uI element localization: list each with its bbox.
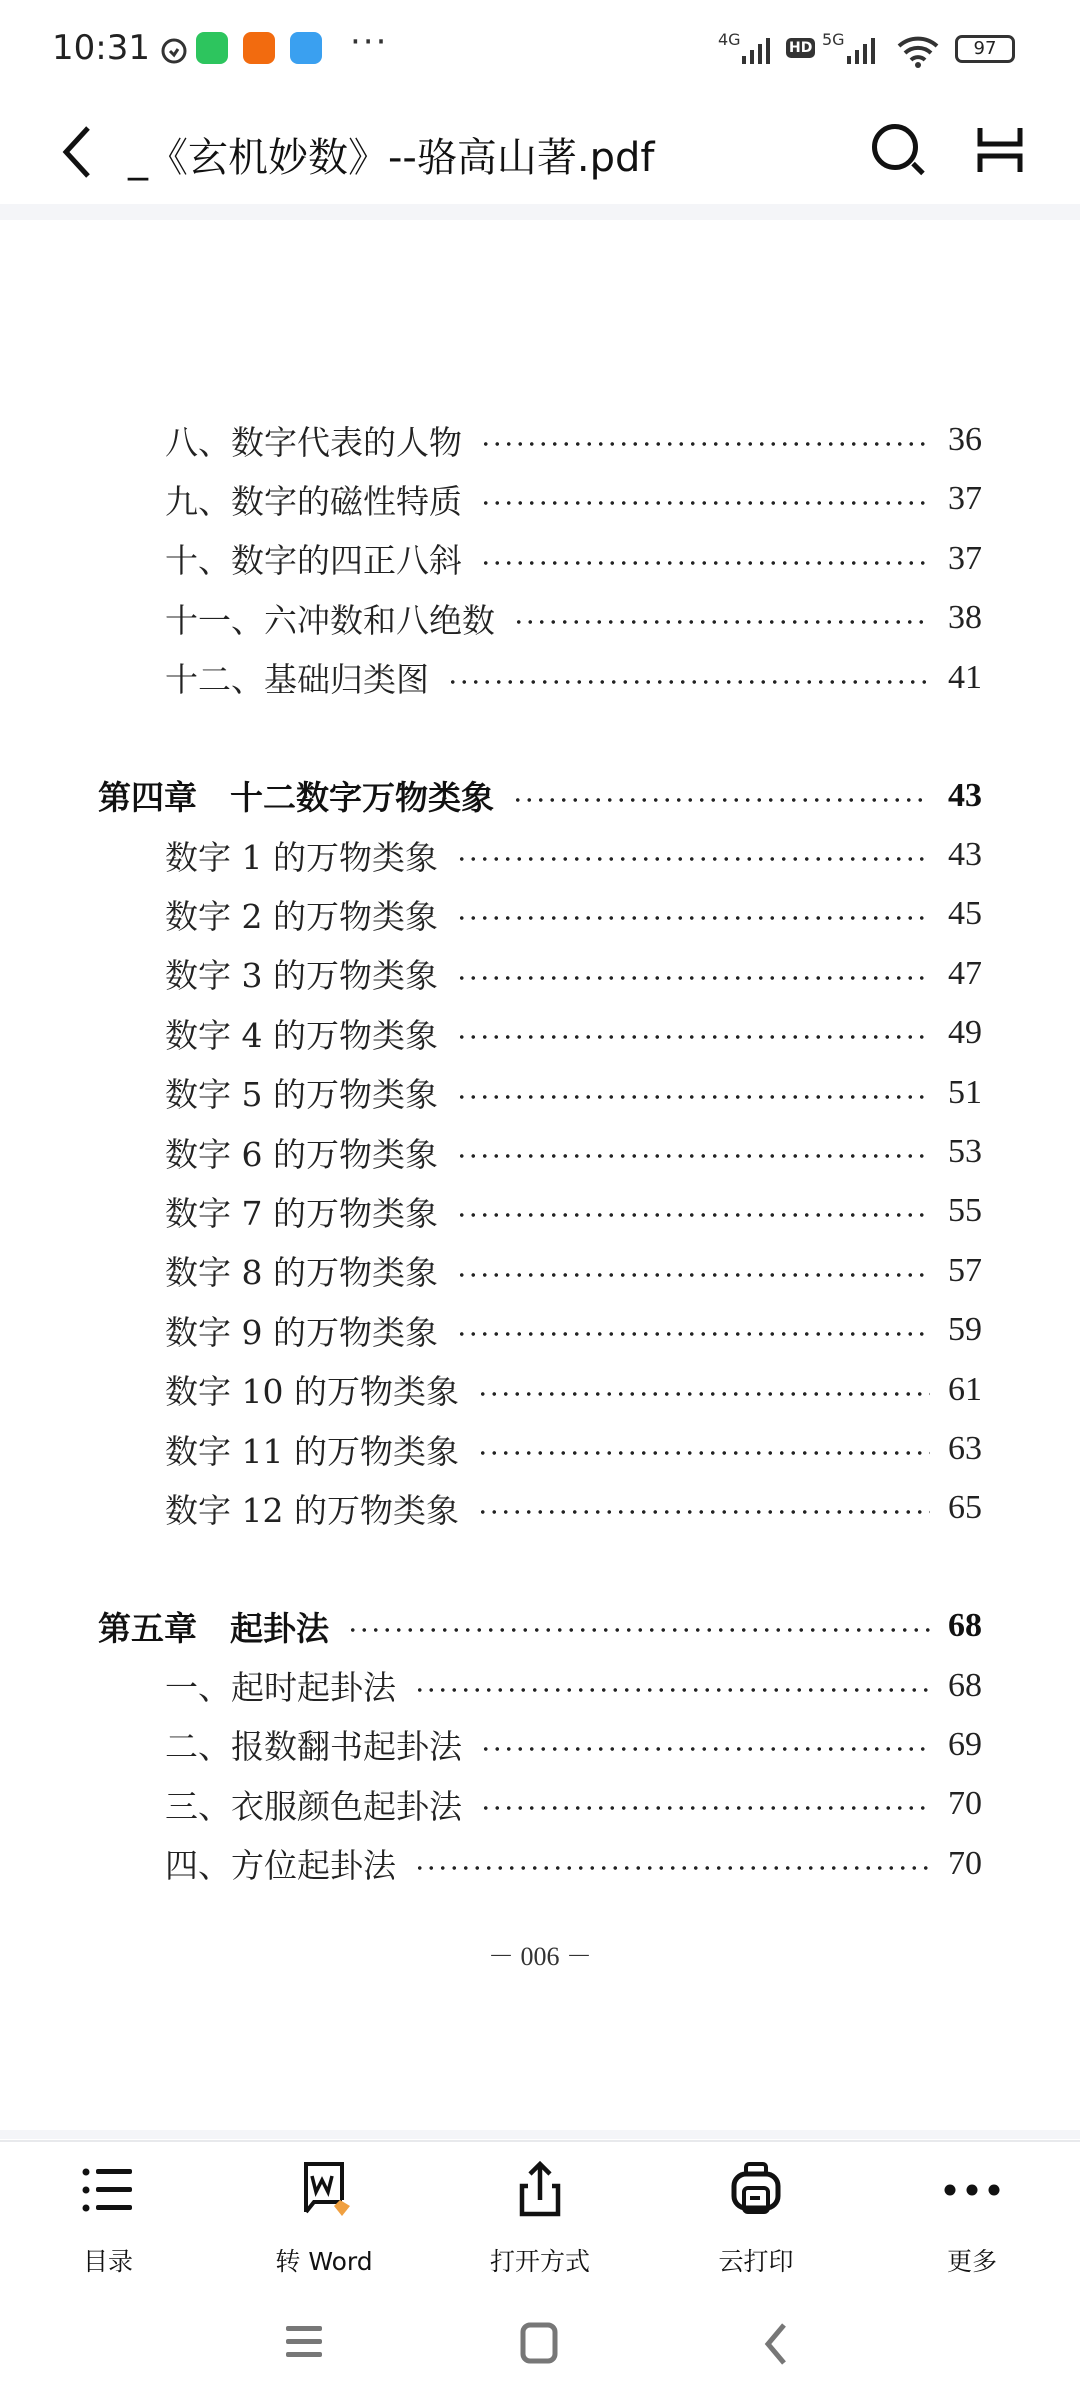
more-label: 更多 <box>946 2247 997 2276</box>
toc-entry[interactable] <box>165 474 982 524</box>
pdf-page <box>0 220 1080 2130</box>
toc-page-number: 57 <box>948 1251 982 1289</box>
dot-leader <box>480 500 930 506</box>
toc-label: 数字 2 的万物类象 <box>165 896 438 936</box>
toc-entry[interactable] <box>165 593 982 643</box>
dot-leader <box>513 619 930 625</box>
alarm-icon <box>158 34 190 66</box>
toc-label: 数字 10 的万物类象 <box>165 1372 459 1412</box>
dot-leader <box>456 1153 930 1159</box>
toc-label: 三、衣服颜色起卦法 <box>165 1786 462 1826</box>
toc-entry[interactable] <box>165 1246 982 1296</box>
dot-leader <box>456 1034 930 1040</box>
reading-mode-icon[interactable] <box>976 126 1024 174</box>
toc-page-number: 36 <box>948 421 982 458</box>
printer-icon <box>726 2160 786 2220</box>
toc-entry[interactable] <box>165 1365 982 1415</box>
more-button[interactable] <box>864 2142 1080 2290</box>
toc-entry[interactable] <box>165 949 982 999</box>
toc-entry[interactable] <box>165 1424 982 1474</box>
share-icon <box>510 2160 570 2220</box>
toc-page-number: 65 <box>948 1489 982 1527</box>
toc-label: 数字 3 的万物类象 <box>165 956 438 996</box>
convert-word-button[interactable] <box>216 2142 432 2290</box>
toc-entry[interactable] <box>165 1661 982 1711</box>
dot-leader <box>512 797 930 803</box>
toc-label: 十、数字的四正八斜 <box>165 541 462 581</box>
toc-page-number: 53 <box>948 1133 982 1170</box>
battery-indicator: 97 <box>955 35 1015 63</box>
hd-icon: HD <box>786 38 815 58</box>
toc-label: 数字 8 的万物类象 <box>165 1253 438 1293</box>
toc-page-number: 41 <box>948 658 982 696</box>
system-nav-bar <box>0 2290 1080 2400</box>
toc-entry[interactable] <box>165 1839 982 1889</box>
toc-page-number: 51 <box>948 1073 982 1111</box>
toc-label: 数字 6 的万物类象 <box>165 1134 438 1174</box>
dot-leader <box>414 1865 930 1871</box>
toc-label: 第五章 起卦法 <box>98 1608 329 1648</box>
toc-label: 十一、六冲数和八绝数 <box>165 600 495 640</box>
toc-entry[interactable] <box>165 1186 982 1236</box>
toc-page-number: 63 <box>948 1430 982 1467</box>
toc-label: 四、方位起卦法 <box>165 1846 396 1886</box>
app-icon <box>290 32 322 64</box>
toc-page-number: 43 <box>948 776 982 814</box>
toc-entry[interactable] <box>165 889 982 939</box>
toc-label: 一、起时起卦法 <box>165 1668 396 1707</box>
toc-label: 二、报数翻书起卦法 <box>165 1727 462 1767</box>
dot-leader <box>480 1746 930 1752</box>
wechat-icon <box>196 32 228 64</box>
back-icon[interactable] <box>58 124 98 180</box>
toc-label: 十二、基础归类图 <box>165 660 429 700</box>
toc-label: 数字 9 的万物类象 <box>165 1312 438 1352</box>
cloud-print-label: 云打印 <box>718 2247 794 2276</box>
toc-entry[interactable] <box>165 415 982 465</box>
more-notifications-icon: ··· <box>350 22 389 62</box>
dot-leader <box>456 915 930 921</box>
status-bar <box>0 0 1080 100</box>
dot-leader <box>414 1687 930 1693</box>
nav-back-icon[interactable] <box>760 2322 790 2366</box>
more-icon <box>942 2160 1002 2220</box>
toc-entry[interactable] <box>165 1483 982 1533</box>
home-icon[interactable] <box>520 2322 560 2366</box>
toc-label: 数字 12 的万物类象 <box>165 1490 459 1530</box>
open-with-label: 打开方式 <box>489 2247 590 2276</box>
clock: 10:31 <box>52 28 150 68</box>
toc-entry[interactable] <box>165 653 982 703</box>
dot-leader <box>480 441 930 447</box>
toc-chapter[interactable] <box>98 1601 982 1651</box>
dot-leader <box>480 1805 930 1811</box>
toc-page-number: 47 <box>948 954 982 992</box>
dot-leader <box>477 1391 930 1397</box>
toc-page-number: 68 <box>948 1607 982 1644</box>
toc-label: 数字 5 的万物类象 <box>165 1075 438 1115</box>
signal-4g-icon: 4G <box>718 30 741 49</box>
open-with-button[interactable] <box>432 2142 648 2290</box>
dot-leader <box>477 1450 930 1456</box>
dot-leader <box>456 1094 930 1100</box>
toc-label: 九、数字的磁性特质 <box>165 481 462 521</box>
toc-label: 八、数字代表的人物 <box>165 422 462 462</box>
signal-bars-icon-2 <box>845 38 881 64</box>
dot-leader <box>456 1212 930 1218</box>
toc-page-number: 43 <box>948 836 982 873</box>
toc-page-number: 49 <box>948 1014 982 1052</box>
cloud-print-button[interactable] <box>648 2142 864 2290</box>
toc-entry[interactable] <box>165 1779 982 1829</box>
toc-page-number: 38 <box>948 599 982 637</box>
toc-button[interactable] <box>0 2142 216 2290</box>
wifi-icon <box>896 34 940 68</box>
word-icon <box>294 2160 354 2220</box>
list-icon <box>78 2160 138 2220</box>
recents-icon[interactable] <box>284 2322 324 2362</box>
dot-leader <box>456 1272 930 1278</box>
pdf-viewer[interactable] <box>0 204 1080 2139</box>
toc-page-number: 70 <box>948 1785 982 1823</box>
dot-leader <box>456 856 930 862</box>
search-icon[interactable] <box>872 124 918 170</box>
toc-page-number: 45 <box>948 895 982 933</box>
signal-5g-icon: 5G <box>822 30 845 49</box>
toc-entry[interactable] <box>165 830 982 880</box>
page-number: － 006 － <box>487 1942 592 1971</box>
toc-entry[interactable] <box>165 1068 982 1118</box>
top-bar <box>0 100 1080 204</box>
toc-page-number: 55 <box>948 1192 982 1230</box>
toc-label: 数字 1 的万物类象 <box>165 837 438 877</box>
toc-entry[interactable] <box>165 534 982 584</box>
dot-leader <box>456 975 930 981</box>
toc-entry[interactable] <box>165 1127 982 1177</box>
mi-icon <box>243 32 275 64</box>
dot-leader <box>347 1627 930 1633</box>
dot-leader <box>477 1509 930 1515</box>
dot-leader <box>480 560 930 566</box>
dot-leader <box>447 679 930 685</box>
toc-page-number: 61 <box>948 1370 982 1408</box>
toc-label: 数字 7 的万物类象 <box>165 1193 438 1233</box>
toc-label: 数字 11 的万物类象 <box>165 1431 459 1471</box>
toc-entry[interactable] <box>165 1720 982 1770</box>
signal-bars-icon <box>740 38 776 64</box>
toc-entry[interactable] <box>165 1305 982 1355</box>
toc-page-number: 68 <box>948 1666 982 1704</box>
toc-page-number: 69 <box>948 1725 982 1763</box>
bottom-toolbar <box>0 2140 1080 2290</box>
dot-leader <box>456 1331 930 1337</box>
toc-chapter[interactable] <box>98 771 982 821</box>
toc-label: 目录 <box>82 2247 133 2276</box>
toc-page-number: 59 <box>948 1311 982 1349</box>
toc-label: 第四章 十二数字万物类象 <box>98 778 494 817</box>
document-title: _《玄机妙数》--骆高山著.pdf <box>128 135 655 181</box>
toc-page-number: 70 <box>948 1844 982 1882</box>
toc-entry[interactable] <box>165 1008 982 1058</box>
toc-page-number: 37 <box>948 539 982 577</box>
toc-page-number: 37 <box>948 480 982 518</box>
convert-word-label: 转 Word <box>275 2247 373 2276</box>
toc-label: 数字 4 的万物类象 <box>165 1015 438 1055</box>
